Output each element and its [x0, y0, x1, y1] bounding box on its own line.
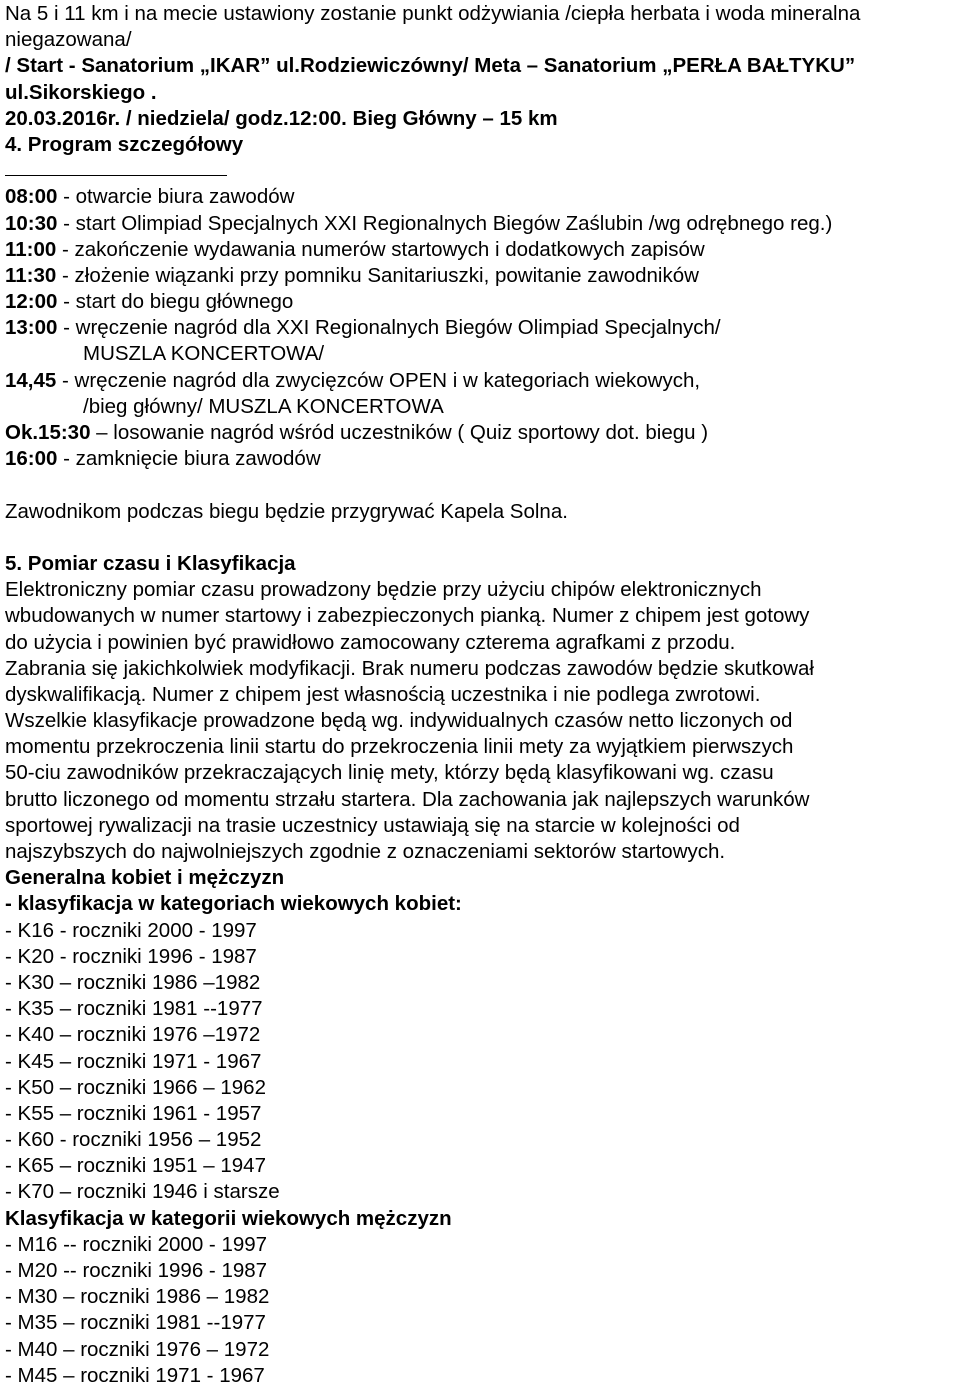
spacer: [5, 472, 950, 498]
program-item-text: - złożenie wiązanki przy pomniku Sanitariuszki, powitanie zawodników: [56, 263, 699, 287]
women-category-item: - K45 – roczniki 1971 - 1967: [5, 1049, 262, 1073]
spacer: [5, 525, 950, 551]
program-item-time: 16:00: [5, 447, 58, 471]
women-category-item: - K65 – roczniki 1951 – 1947: [5, 1154, 266, 1178]
program-item-text: MUSZLA KONCERTOWA/: [83, 342, 325, 366]
intro-line-4: ul.Sikorskiego .: [5, 80, 157, 104]
program-item: [5, 289, 950, 315]
program-item-time: 08:00: [5, 185, 58, 209]
program-item-text: - start Olimpiad Specjalnych XXI Regionalnych Biegów Zaślubin /wg odrębnego reg.): [57, 211, 833, 235]
women-category-item: - K35 – roczniki 1981 --1977: [5, 997, 263, 1021]
paragraph-line: Zabrania się jakichkolwiek modyfikacji. Brak numeru podczas zawodów będzie skutkował: [5, 656, 814, 680]
program-item: [5, 211, 950, 237]
program-item-time: 11:30: [5, 263, 57, 287]
intro-line-2: niegazowana/: [5, 28, 132, 52]
paragraph-line: brutto liczonego od momentu strzału startera. Dla zachowania jak najlepszych warunków: [5, 787, 810, 811]
underline-rule: [5, 158, 227, 176]
paragraph-line: Elektroniczny pomiar czasu prowadzony będzie przy użyciu chipów elektronicznych: [5, 578, 762, 602]
program-item-time: Ok.15:30: [5, 421, 91, 444]
timing-heading: [5, 551, 950, 577]
program-item-time: 11:00: [5, 237, 57, 261]
general-heading: Generalna kobiet i mężczyzn: [5, 866, 285, 890]
women-category-item: - K16 - roczniki 2000 - 1997: [5, 918, 257, 942]
program-item-text: - start do biegu głównego: [57, 290, 294, 314]
paragraph-line: Wszelkie klasyfikacje prowadzone będą wg. indywidualnych czasów netto liczonych od: [5, 709, 793, 733]
women-category-item: - K40 – roczniki 1976 –1972: [5, 1023, 261, 1047]
women-category-item: - K55 – roczniki 1961 - 1957: [5, 1101, 262, 1125]
intro-line-5: 20.03.2016r. / niedziela/ godz.12:00. Bieg Główny – 15 km: [5, 106, 558, 130]
men-category-item: - M35 – roczniki 1981 --1977: [5, 1311, 266, 1335]
program-item-text: - zakończenie wydawania numerów startowych i dodatkowych zapisów: [56, 237, 705, 261]
program-list: [5, 184, 950, 472]
women-heading: - klasyfikacja w kategoriach wiekowych kobiet:: [5, 892, 462, 916]
men-heading: Klasyfikacja w kategorii wiekowych mężczyzn: [5, 1206, 452, 1230]
timing-heading-number: 5.: [5, 551, 28, 575]
program-item: [5, 237, 950, 263]
program-item: [5, 394, 950, 420]
program-note: Zawodnikom podczas biegu będzie przygrywać Kapela Solna.: [5, 499, 568, 523]
program-item: [5, 184, 950, 210]
women-categories-list: [5, 918, 950, 1206]
intro-line-1: Na 5 i 11 km i na mecie ustawiony zostanie punkt odżywiania /ciepła herbata i woda mineralna: [5, 2, 861, 25]
program-item-text: – losowanie nagród wśród uczestników ( Quiz sportowy dot. biegu ): [90, 421, 709, 444]
program-item-text: - zamknięcie biura zawodów: [57, 447, 321, 471]
paragraph-line: najszybszych do najwolniejszych zgodnie z oznaczeniami sektorów startowych.: [5, 840, 726, 863]
men-category-item: - M16 -- roczniki 2000 - 1997: [5, 1232, 268, 1256]
paragraph-line: do użycia i powinien być prawidłowo zamocowany czterema agrafkami z przodu.: [5, 630, 736, 654]
paragraph-line: sportowej rywalizacji na trasie uczestnicy ustawiają się na starcie w kolejności od: [5, 813, 740, 837]
program-item: [5, 446, 950, 472]
program-item-time: 13:00: [5, 316, 58, 340]
women-category-item: - K70 – roczniki 1946 i starsze: [5, 1180, 280, 1204]
men-category-item: - M40 – roczniki 1976 – 1972: [5, 1337, 270, 1361]
program-item-time: 14,45: [5, 368, 57, 392]
women-category-item: - K20 - roczniki 1996 - 1987: [5, 944, 257, 968]
heading-underline: [5, 158, 950, 184]
men-category-item: - M45 – roczniki 1971 - 1967: [5, 1363, 265, 1387]
program-item: [5, 420, 950, 446]
program-item-time: 12:00: [5, 290, 58, 314]
women-category-item: - K30 – roczniki 1986 –1982: [5, 970, 261, 994]
program-heading: 4. Program szczegółowy: [5, 132, 244, 156]
paragraph-line: dyskwalifikacją. Numer z chipem jest własnością uczestnika i nie podlega zwrotowi.: [5, 682, 761, 706]
timing-paragraph: [5, 577, 950, 865]
program-item-time: 10:30: [5, 211, 58, 235]
intro-line-3: / Start - Sanatorium „IKAR” ul.Rodziewiczówny/ Meta – Sanatorium „PERŁA BAŁTYKU”: [5, 54, 856, 78]
program-item-text: - otwarcie biura zawodów: [57, 185, 295, 209]
women-category-item: - K60 - roczniki 1956 – 1952: [5, 1128, 262, 1152]
women-category-item: - K50 – roczniki 1966 – 1962: [5, 1075, 266, 1099]
program-item-text: - wręczenie nagród dla XXI Regionalnych Biegów Olimpiad Specjalnych/: [57, 316, 721, 340]
program-item: [5, 263, 950, 289]
program-item: [5, 368, 950, 394]
men-category-item: - M30 – roczniki 1986 – 1982: [5, 1285, 270, 1309]
program-item: [5, 315, 950, 341]
men-category-item: - M20 -- roczniki 1996 - 1987: [5, 1259, 268, 1282]
program-item-text: - wręczenie nagród dla zwycięzców OPEN i w kategoriach wiekowych,: [56, 368, 701, 392]
paragraph-line: momentu przekroczenia linii startu do przekroczenia linii mety za wyjątkiem pierwszych: [5, 735, 794, 759]
program-item-text: /bieg główny/ MUSZLA KONCERTOWA: [83, 394, 444, 418]
paragraph-line: 50-ciu zawodników przekraczających linię mety, którzy będą klasyfikowani wg. czasu: [5, 761, 774, 785]
timing-heading-text: Pomiar czasu i Klasyfikacja: [27, 551, 296, 575]
program-item: [5, 341, 950, 367]
men-categories-list: [5, 1232, 950, 1389]
paragraph-line: wbudowanych w numer startowy i zabezpieczonych pianką. Numer z chipem jest gotowy: [5, 604, 810, 628]
